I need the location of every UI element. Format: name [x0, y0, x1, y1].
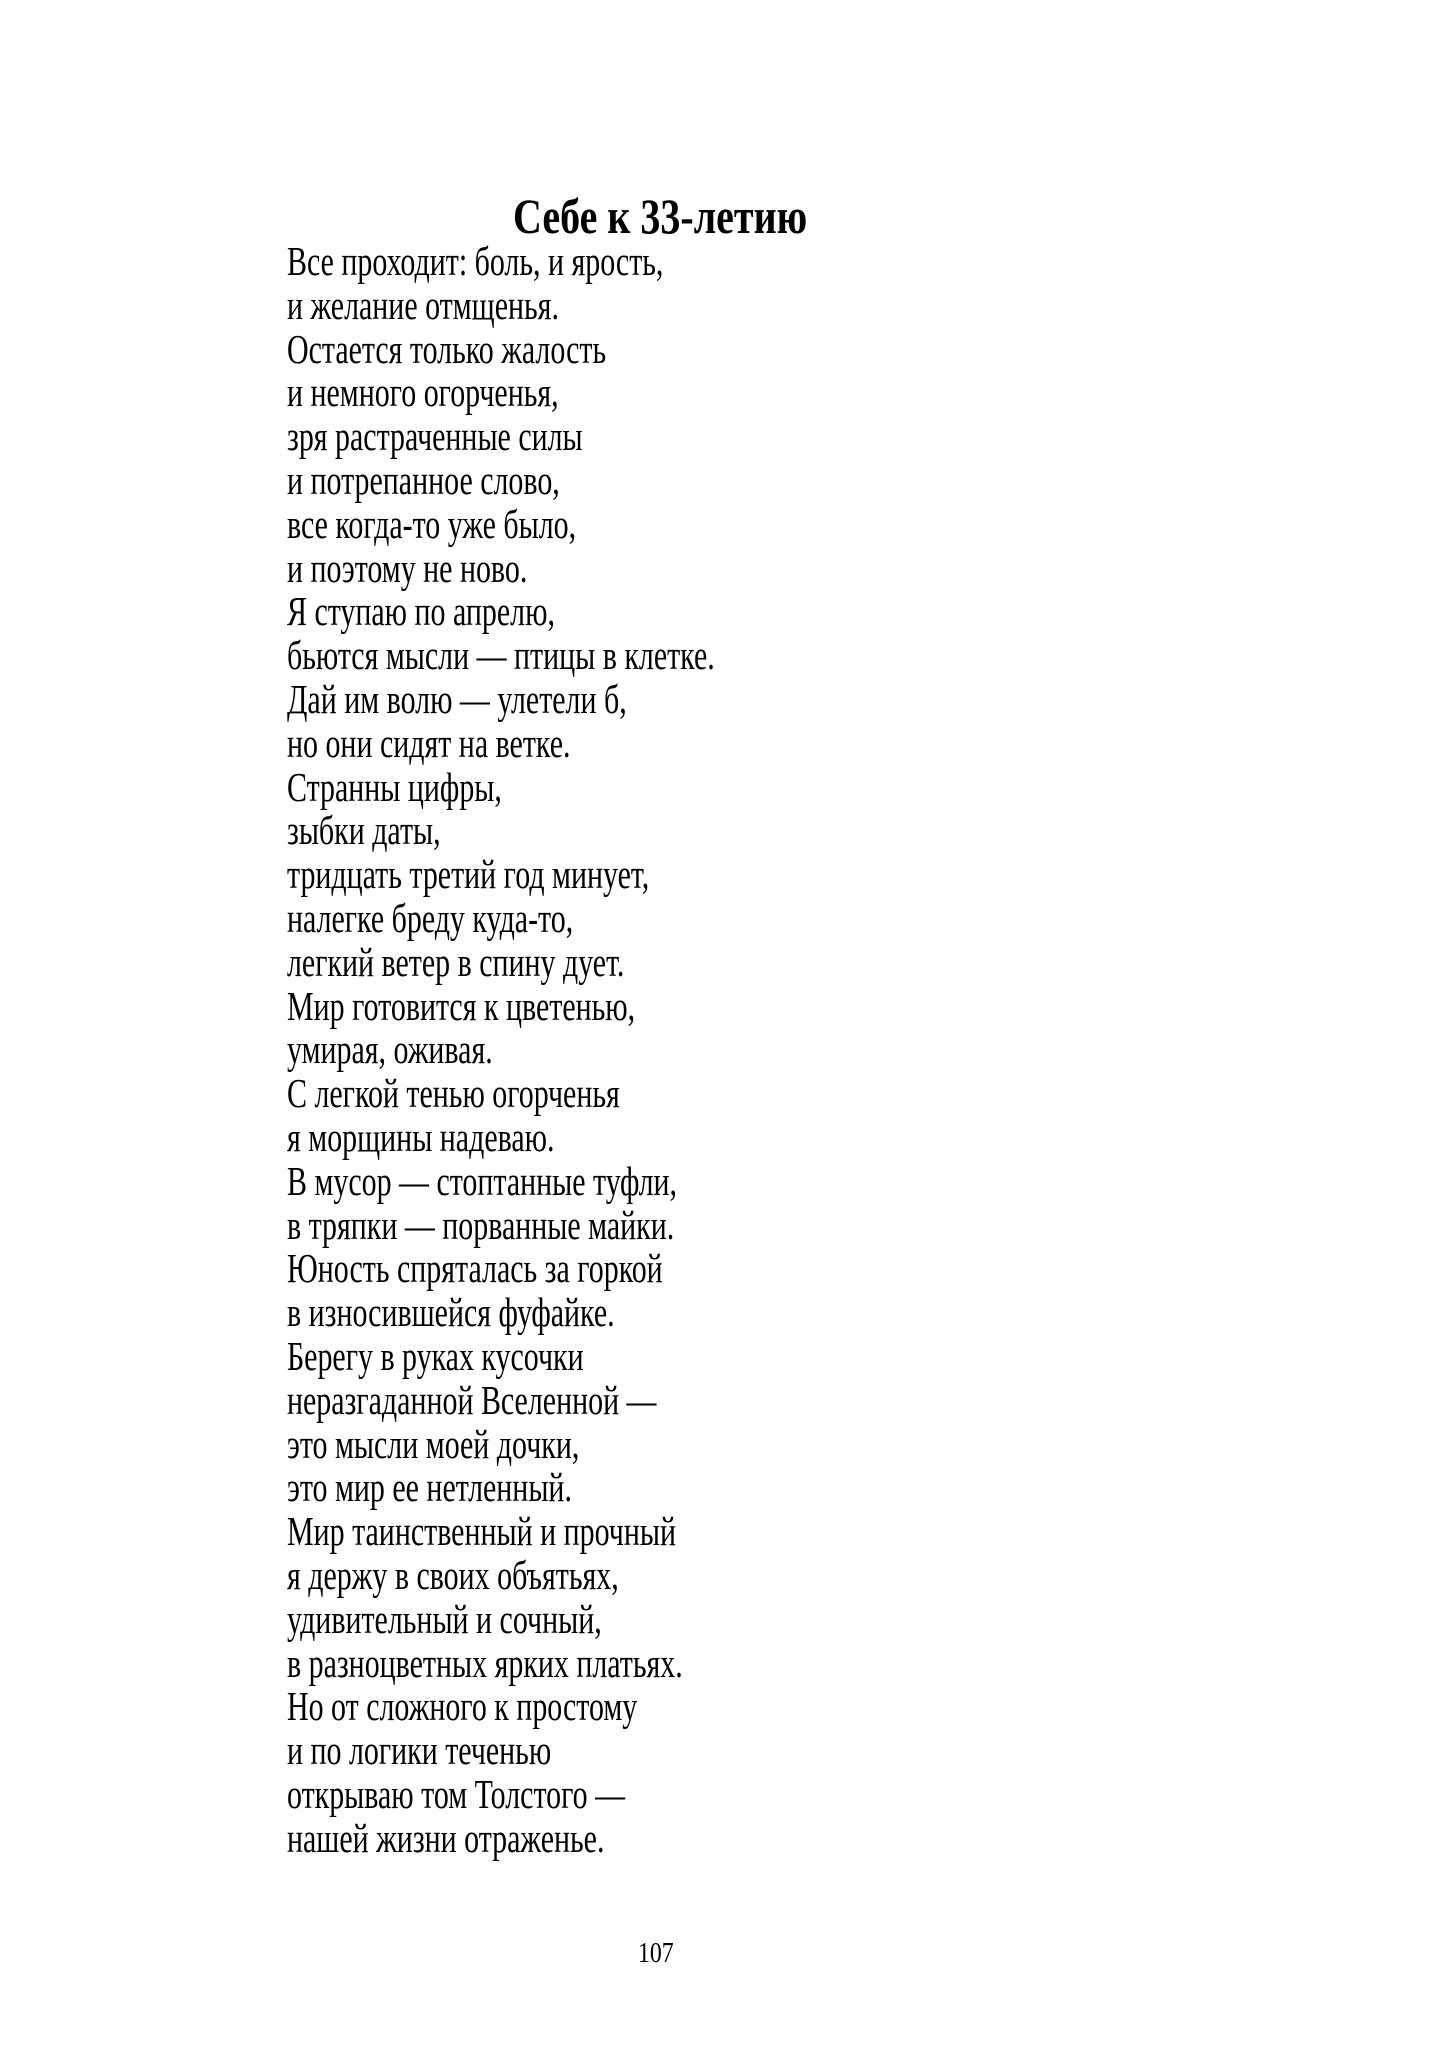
poem-line: Берегу в руках кусочки [287, 1332, 584, 1379]
poem-line: тридцать третий год минует, [287, 851, 650, 898]
poem-line: Все проходит: боль, и ярость, [287, 238, 664, 284]
poem-title: Себе к 33-летию [513, 188, 808, 244]
poem-line: Юность спряталась за горкой [287, 1245, 663, 1292]
poem-line: Но от сложного к простому [287, 1683, 638, 1730]
poem-line: С легкой тенью огорченья [287, 1070, 620, 1117]
poem-line: в износившейся фуфайке. [287, 1289, 615, 1336]
poem-line: зря растраченные силы [287, 413, 583, 460]
poem-line: я держу в своих объятьях, [287, 1551, 619, 1598]
page-number: 107 [638, 1938, 674, 1969]
poem-line: и по логики теченью [287, 1727, 552, 1774]
poem-line: Дай им волю — улетели б, [287, 675, 627, 722]
poem-line: Остается только жалость [287, 325, 607, 372]
poem-line: и поэтому не ново. [287, 544, 528, 591]
poem-line: нашей жизни отраженье. [287, 1814, 605, 1861]
poem-line: и желание отмщенья. [287, 281, 559, 328]
poem-line: зыбки даты, [287, 807, 441, 854]
poem-line: это мир ее нетленный. [287, 1464, 572, 1511]
poem-line: и потрепанное слово, [287, 456, 560, 503]
poem-line: В мусор — стоптанные туфли, [287, 1157, 678, 1204]
poem-line: легкий ветер в спину дует. [287, 938, 625, 985]
poem-line: Я ступаю по апрелю, [287, 588, 555, 635]
poem-line: я морщины надеваю. [287, 1113, 555, 1160]
poem-body [287, 240, 715, 1860]
poem-line: но они сидят на ветке. [287, 719, 571, 766]
poem-line: бьются мысли — птицы в клетке. [287, 632, 715, 679]
poem-line: налегке бреду куда-то, [287, 894, 574, 941]
poem-line: и немного огорченья, [287, 369, 559, 416]
poem-line: неразгаданной Вселенной — [287, 1376, 657, 1423]
poem-line: это мысли моей дочки, [287, 1420, 580, 1467]
poem-line: все когда-то уже было, [287, 500, 577, 547]
poem-line: открываю том Толстого — [287, 1770, 626, 1817]
poem-line: Странны цифры, [287, 763, 502, 810]
poem-line: в разноцветных ярких платьях. [287, 1639, 683, 1686]
poem-line: в тряпки — порванные майки. [287, 1201, 675, 1248]
poem-line: Мир таинственный и прочный [287, 1508, 676, 1555]
poem-line: Мир готовится к цветенью, [287, 982, 636, 1029]
poem-line: умирая, оживая. [287, 1026, 493, 1073]
poem-line: удивительный и сочный, [287, 1595, 602, 1642]
